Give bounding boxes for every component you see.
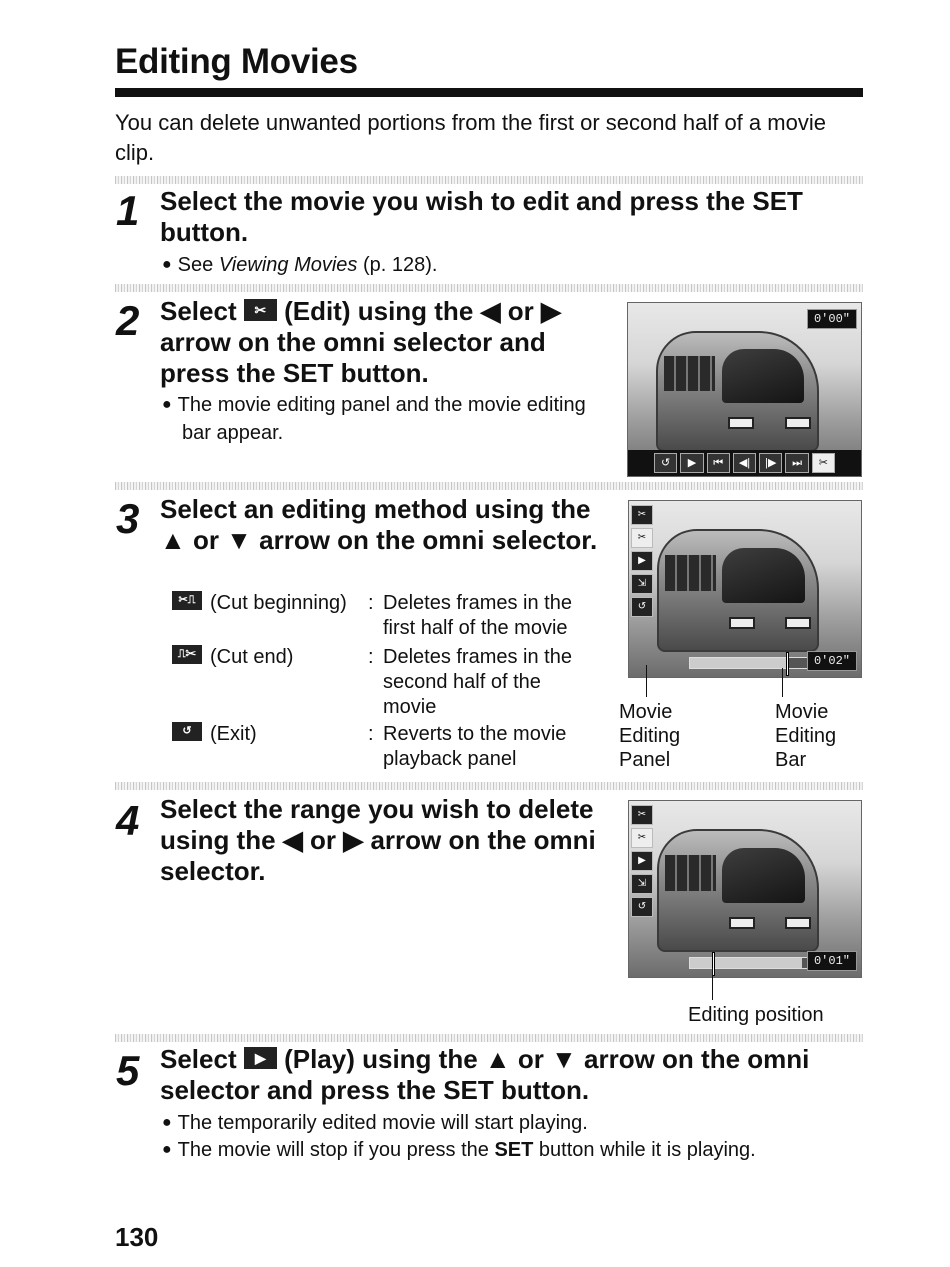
last-frame-icon: ⏭ (785, 453, 808, 473)
cut-end-icon: ✂ (631, 528, 653, 548)
page-title: Editing Movies (115, 42, 358, 81)
step-5-heading: Select ▶ (Play) using the ▲ or ▼ arrow on the omni selector and press the SET button. (160, 1044, 810, 1105)
separator (115, 482, 863, 490)
page-number: 130 (115, 1222, 159, 1252)
frame-back-icon: ◀| (733, 453, 756, 473)
cut-end-icon: ✂ (631, 828, 653, 848)
intro-text: You can delete unwanted portions from the first or second half of a movie clip. (115, 110, 826, 165)
caption-movie-editing-panel: Movie Editing Panel (619, 701, 681, 771)
step-1-bullet: ● See Viewing Movies (p. 128). (162, 252, 437, 280)
cut-beginning-icon: ✂⎍ (172, 591, 202, 610)
screen-step-2 (627, 302, 862, 477)
separator (115, 176, 863, 184)
step-5-bullet-2: ● The movie will stop if you press the SET button while it is playing. (162, 1137, 756, 1165)
time-readout: 0'02" (807, 651, 857, 671)
edit-scissors-icon: ✂ (812, 453, 835, 473)
separator (115, 284, 863, 292)
first-frame-icon: ⏮ (707, 453, 730, 473)
separator (115, 782, 863, 790)
exit-icon: ↺ (631, 597, 653, 617)
option-cut-beginning: ✂⎍ (Cut beginning) (172, 591, 347, 616)
play-icon: ▶ (631, 851, 653, 871)
title-rule (115, 88, 863, 97)
step-2-bullet: ● The movie editing panel and the movie editing bar appear. (162, 392, 592, 446)
cut-end-icon: ⎍✂ (172, 645, 202, 664)
step-5-bullet-1: ● The temporarily edited movie will start playing. (162, 1110, 588, 1138)
step-2-heading: Select ✂ (Edit) using the ◀ or ▶ arrow on the omni selector and press the SET button. (160, 296, 561, 388)
exit-icon: ↺ (172, 722, 202, 741)
exit-icon: ↺ (654, 453, 677, 473)
option-cut-beginning-desc: Deletes frames in the first half of the movie (383, 592, 572, 639)
separator (115, 1034, 863, 1042)
caption-movie-editing-bar: Movie Editing Bar (775, 701, 837, 771)
step-2-number: 2 (116, 297, 140, 344)
screen-step-4 (628, 800, 862, 978)
time-readout: 0'01" (807, 951, 857, 971)
movie-control-panel (628, 450, 861, 476)
step-3-heading: Select an editing method using the ▲ or ▼ arrow on the omni selector. (160, 494, 598, 555)
save-icon: ⇲ (631, 574, 653, 594)
step-5-number: 5 (116, 1047, 140, 1094)
step-3-number: 3 (116, 495, 140, 542)
time-readout: 0'00" (807, 309, 857, 329)
step-4-number: 4 (116, 797, 140, 844)
screen-step-3 (628, 500, 862, 678)
step-1-number: 1 (116, 187, 140, 234)
step-1-heading: Select the movie you wish to edit and press the SET button. (160, 186, 803, 247)
movie-editing-bar (689, 657, 809, 669)
movie-editing-panel (631, 805, 653, 917)
play-icon: ▶ (244, 1047, 277, 1069)
movie-editing-panel (631, 505, 653, 617)
caption-editing-position: Editing position (688, 1004, 824, 1026)
step-4-heading: Select the range you wish to delete using the ◀ or ▶ arrow on the omni selector. (160, 794, 596, 886)
cut-beginning-icon: ✂ (631, 805, 653, 825)
frame-forward-icon: |▶ (759, 453, 782, 473)
option-cut-end-desc: Deletes frames in the second half of the movie (383, 646, 572, 718)
movie-editing-bar (689, 957, 809, 969)
play-icon: ▶ (631, 551, 653, 571)
option-exit: ↺ (Exit) (172, 722, 257, 747)
option-exit-desc: Reverts to the movie playback panel (383, 723, 567, 770)
save-icon: ⇲ (631, 874, 653, 894)
option-cut-end: ⎍✂ (Cut end) (172, 645, 293, 670)
exit-icon: ↺ (631, 897, 653, 917)
scissors-icon: ✂ (244, 299, 277, 321)
play-icon: ▶ (680, 453, 703, 473)
cut-beginning-icon: ✂ (631, 505, 653, 525)
